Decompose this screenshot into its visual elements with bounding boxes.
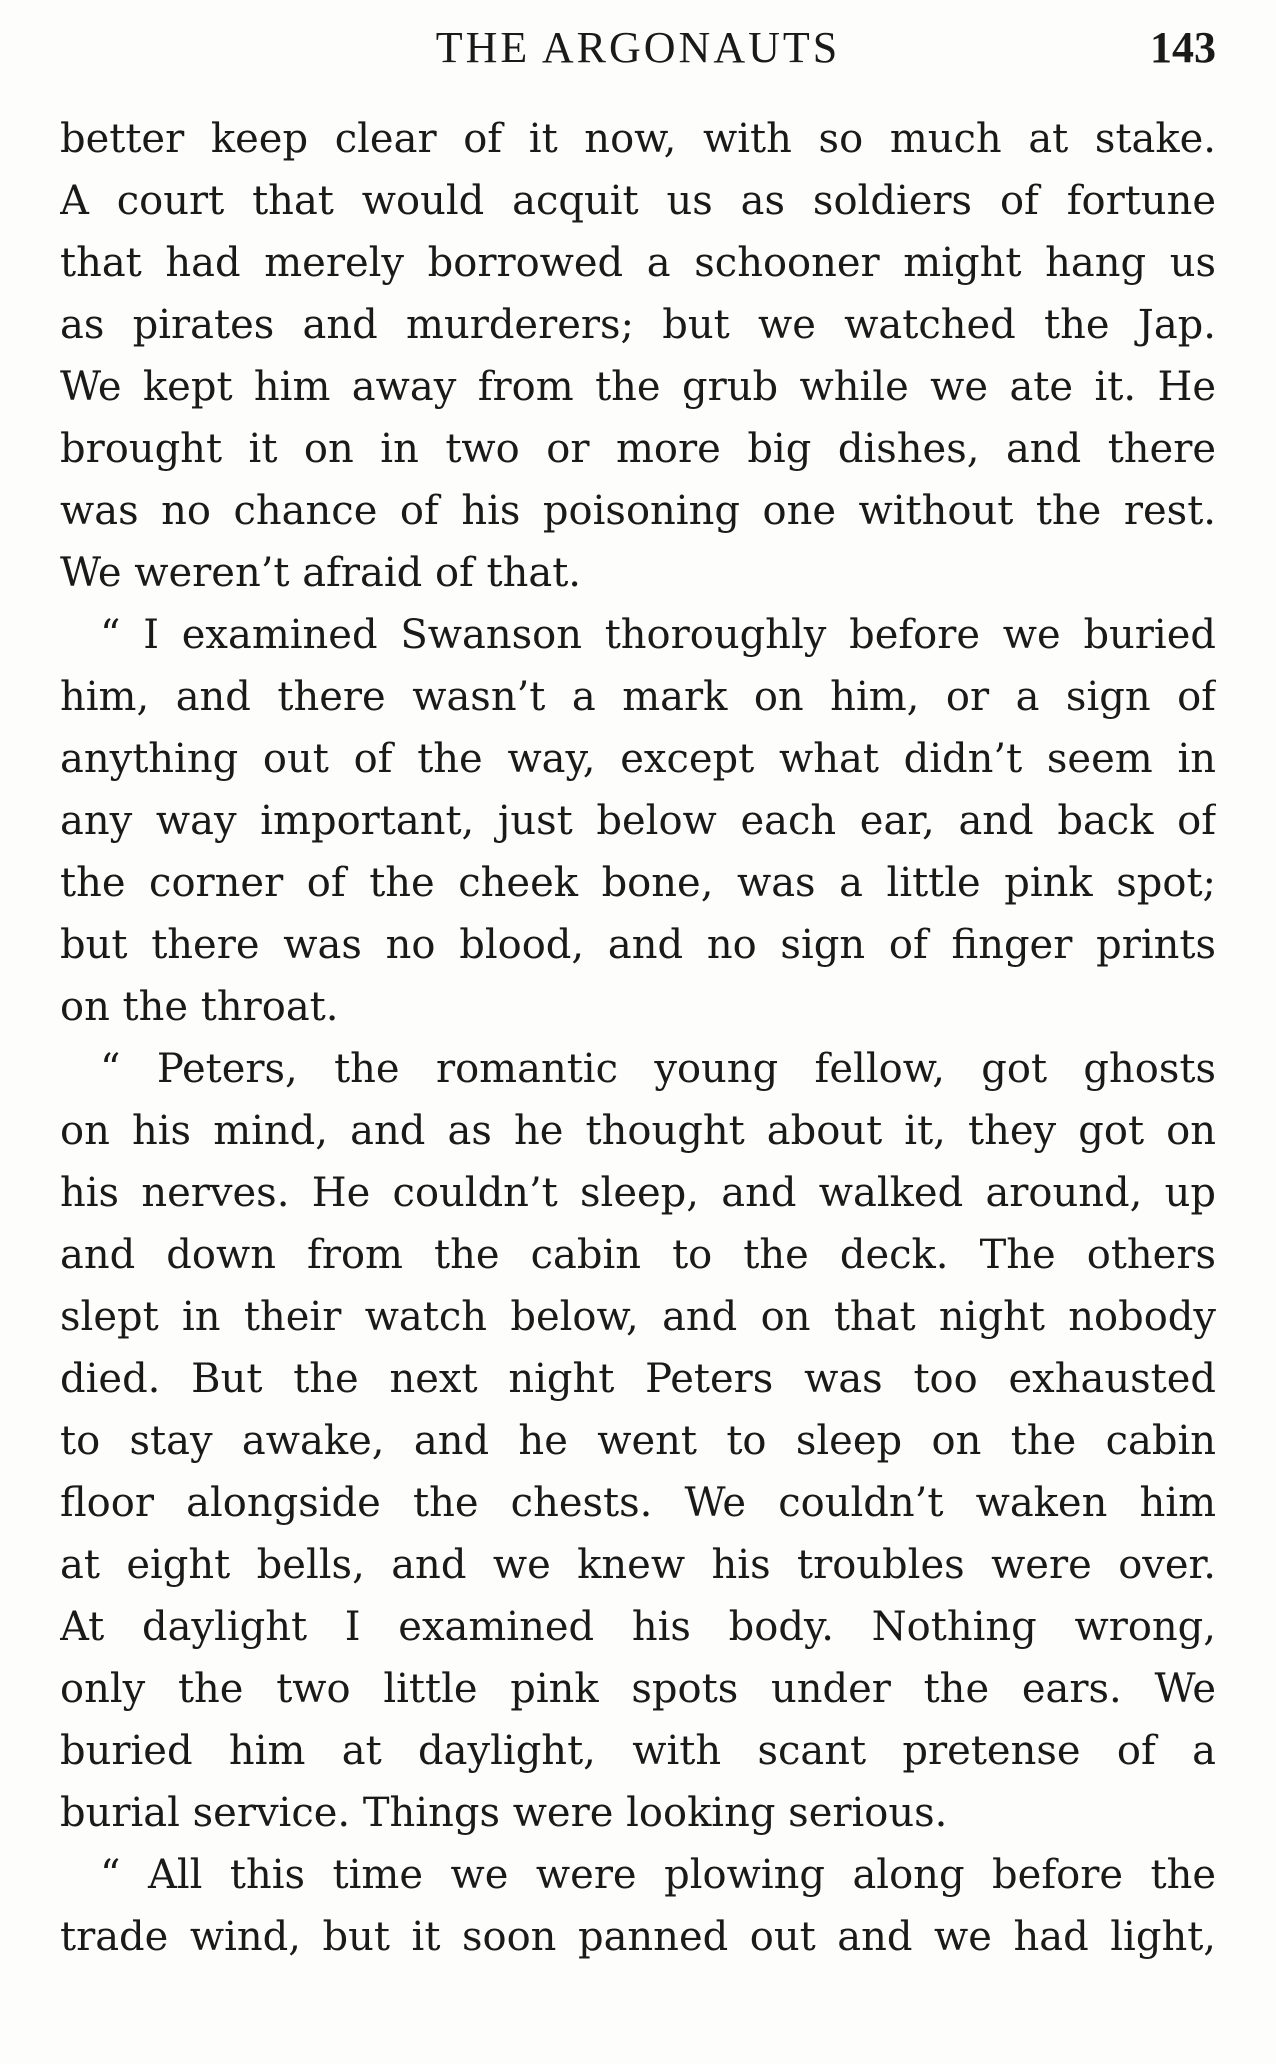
text-line: buried him at daylight, with scant pretense of a: [60, 1728, 1216, 1774]
text-line: only the two little pink spots under the ears. We: [60, 1666, 1216, 1712]
running-title: THE ARGONAUTS: [435, 23, 841, 72]
paragraph: [60, 604, 1216, 1038]
text-line: and down from the cabin to the deck. The others: [60, 1232, 1216, 1278]
text-line: floor alongside the chests. We couldn’t waken him: [60, 1480, 1216, 1526]
text-line: slept in their watch below, and on that night nobody: [60, 1294, 1216, 1340]
text-line: died. But the next night Peters was too exhausted: [60, 1356, 1216, 1402]
text-line: to stay awake, and he went to sleep on the cabin: [60, 1418, 1216, 1464]
text-line: was no chance of his poisoning one without the rest.: [60, 488, 1216, 534]
text-line: at eight bells, and we knew his troubles were over.: [60, 1542, 1216, 1588]
text-line: but there was no blood, and no sign of finger prints: [60, 922, 1216, 968]
text-line: We weren’t afraid of that.: [60, 550, 582, 596]
paragraph: [60, 108, 1216, 604]
text-line: as pirates and murderers; but we watched the Jap.: [60, 302, 1216, 348]
text-line: “ I examined Swanson thoroughly before we buried: [100, 612, 1216, 658]
text-line: trade wind, but it soon panned out and we had light,: [60, 1914, 1216, 1960]
text-line: We kept him away from the grub while we ate it. He: [60, 364, 1216, 410]
text-line: better keep clear of it now, with so much at stake.: [60, 116, 1216, 162]
text-line: “ Peters, the romantic young fellow, got ghosts: [100, 1046, 1216, 1092]
text-line: him, and there wasn’t a mark on him, or a sign of: [60, 674, 1216, 720]
paragraph: [60, 1038, 1216, 1844]
text-line: anything out of the way, except what didn’t seem in: [60, 736, 1216, 782]
text-line: A court that would acquit us as soldiers of fortune: [60, 178, 1216, 224]
text-line: that had merely borrowed a schooner might hang us: [60, 240, 1216, 286]
body-text: [60, 108, 1216, 1968]
text-line: At daylight I examined his body. Nothing wrong,: [60, 1604, 1216, 1650]
page-number: 143: [1150, 23, 1216, 72]
running-head: [60, 18, 1216, 78]
text-line: the corner of the cheek bone, was a little pink spot;: [60, 860, 1216, 906]
text-line: on his mind, and as he thought about it, they got on: [60, 1108, 1216, 1154]
paragraph: [60, 1844, 1216, 1968]
text-line: his nerves. He couldn’t sleep, and walked around, up: [60, 1170, 1216, 1216]
text-line: on the throat.: [60, 984, 339, 1030]
text-line: burial service. Things were looking serious.: [60, 1790, 948, 1836]
text-line: brought it on in two or more big dishes, and there: [60, 426, 1216, 472]
text-line: any way important, just below each ear, and back of: [60, 798, 1216, 844]
text-line: “ All this time we were plowing along before the: [100, 1852, 1216, 1898]
